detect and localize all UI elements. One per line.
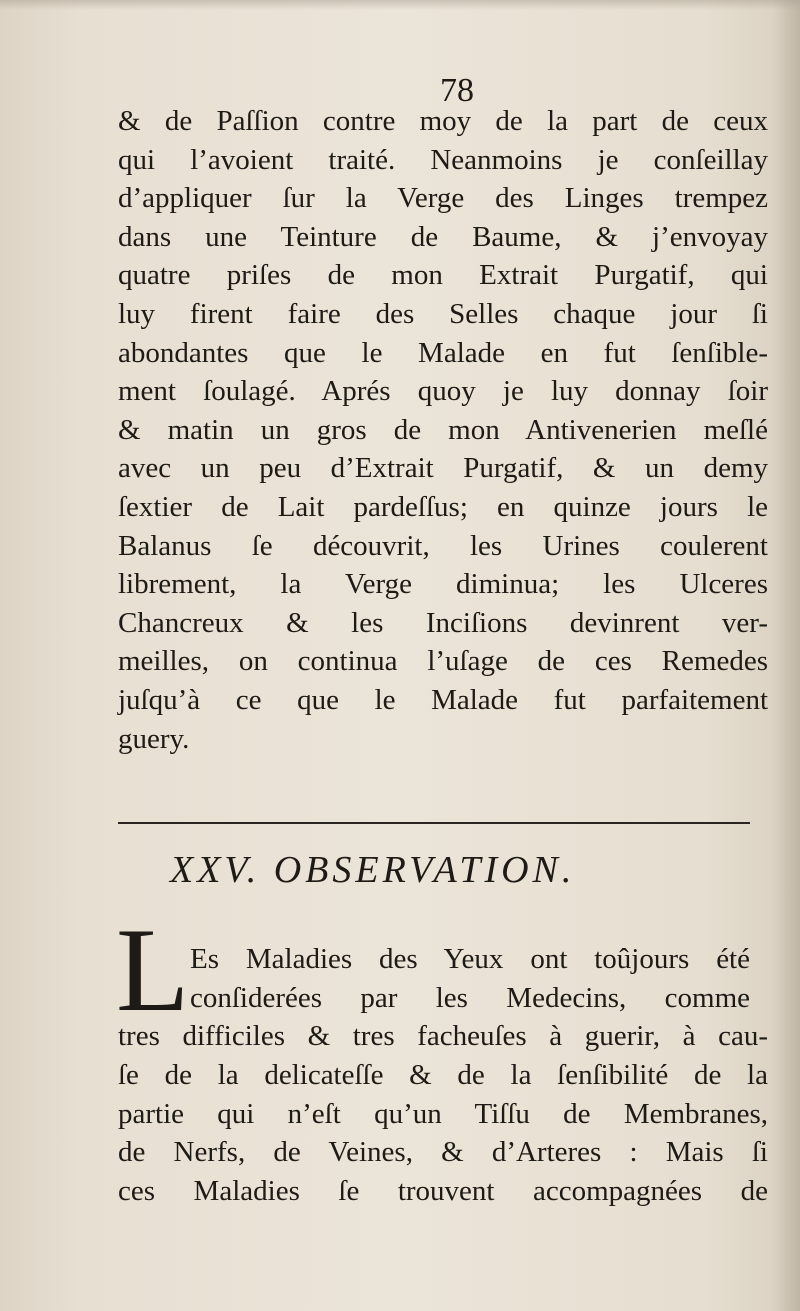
section-divider — [118, 822, 750, 824]
text-line: qui l’avoient traité. Neanmoins je conſeillay — [118, 143, 768, 176]
paragraph-body — [118, 1017, 768, 1211]
text-line: Chancreux & les Inciſions devinrent ver- — [118, 606, 768, 639]
paragraph-continued — [118, 102, 768, 758]
text-line: guery. — [118, 722, 190, 755]
drop-cap-letter: L — [116, 903, 190, 1036]
text-line: Es Maladies des Yeux ont toûjours été — [190, 943, 750, 975]
observation-heading: XXV. OBSERVATION. — [170, 849, 576, 891]
text-line: ment ſoulagé. Aprés quoy je luy donnay ſoir — [118, 375, 768, 408]
text-line: juſqu’à ce que le Malade fut parfaitement — [118, 683, 768, 716]
text-line: luy firent faire des Selles chaque jour ſi — [118, 297, 768, 330]
text-line: dans une Teinture de Baume, & j’envoyay — [118, 220, 768, 253]
text-line: ſe de la delicateſſe & de la ſenſibilité de la — [118, 1058, 768, 1091]
text-line: Balanus ſe découvrit, les Urines coulerent — [118, 529, 768, 562]
text-line: ſextier de Lait pardeſſus; en quinze jours le — [118, 490, 768, 523]
text-line: abondantes que le Malade en fut ſenſible- — [118, 336, 768, 369]
text-line: de Nerfs, de Veines, & d’Arteres : Mais ſi — [118, 1136, 768, 1169]
text-line: librement, la Verge diminua; les Ulceres — [118, 568, 768, 601]
text-line: partie qui n’eſt qu’un Tiſſu de Membranes, — [118, 1097, 768, 1130]
text-line: ces Maladies ſe trouvent accompagnées de — [118, 1175, 768, 1208]
text-line: & de Paſſion contre moy de la part de ceux — [118, 105, 768, 137]
text-line: conſiderées par les Medecins, comme — [190, 981, 750, 1014]
text-line: tres difficiles & tres facheuſes à guerir, à cau- — [118, 1020, 768, 1052]
paragraph-opening — [190, 940, 750, 1018]
text-line: meilles, on continua l’uſage de ces Remedes — [118, 645, 768, 678]
text-line: avec un peu d’Extrait Purgatif, & un demy — [118, 452, 768, 485]
page-number: 78 — [440, 72, 474, 109]
text-line: d’appliquer ſur la Verge des Linges trempez — [118, 182, 768, 215]
text-line: & matin un gros de mon Antivenerien meſlé — [118, 413, 768, 446]
text-line: quatre priſes de mon Extrait Purgatif, qui — [118, 259, 768, 292]
